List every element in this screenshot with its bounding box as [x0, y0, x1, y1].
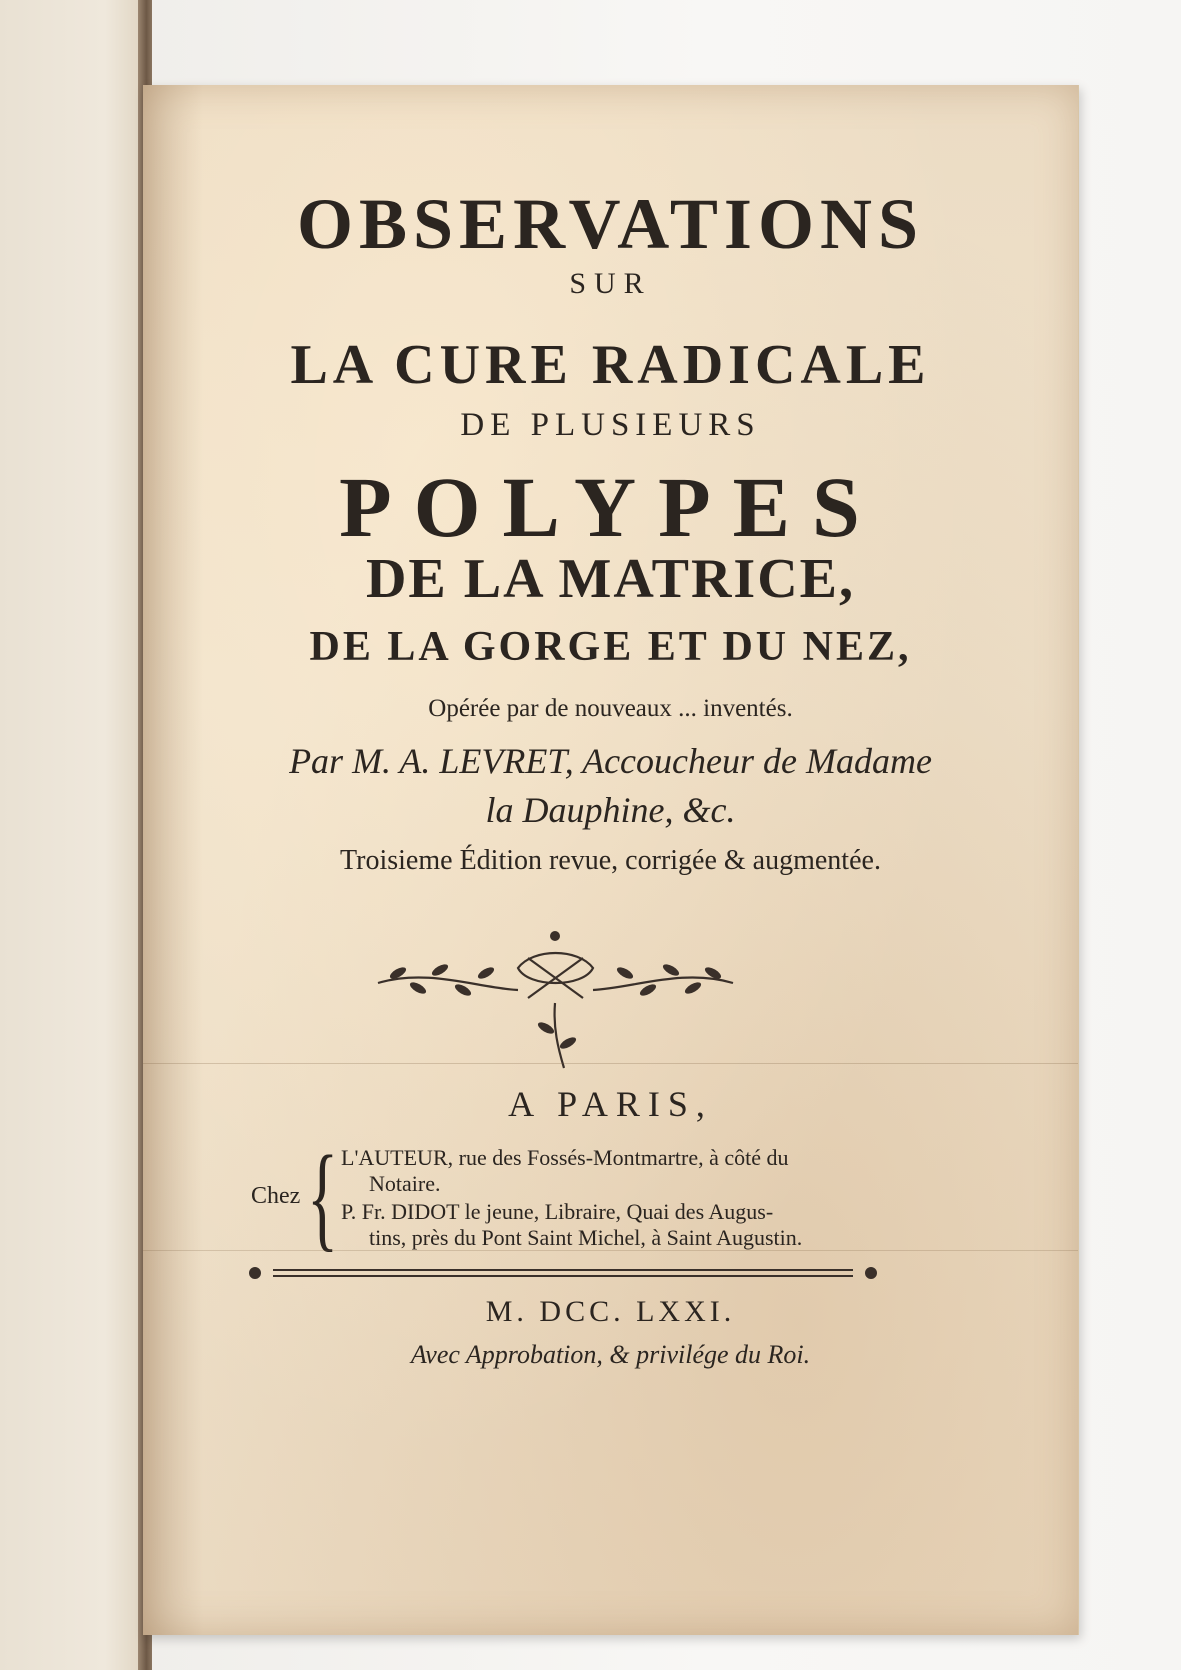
- title-operee: Opérée par de nouveaux ... inventés.: [428, 695, 793, 722]
- left-page: [0, 0, 150, 1670]
- imprint-chez: Chez: [251, 1183, 301, 1209]
- author-line: Par M. A. LEVRET, Accoucheur de Madame: [289, 741, 932, 781]
- title-observations: OBSERVATIONS: [296, 184, 924, 264]
- imprint-line-2: Notaire.: [369, 1171, 441, 1196]
- imprint-block: [251, 1131, 911, 1262]
- title-gorge-nez: DE LA GORGE ET DU NEZ,: [309, 624, 912, 670]
- brace-icon: {: [307, 1131, 339, 1262]
- imprint-line-4: tins, près du Pont Saint Michel, à Saint Augustin.: [369, 1225, 803, 1250]
- title-page: [143, 85, 1079, 1635]
- imprint-line-1: L'AUTEUR, rue des Fossés-Montmartre, à côté du: [341, 1145, 789, 1170]
- imprint-line-3: P. Fr. DIDOT le jeune, Libraire, Quai des Augus-: [341, 1199, 774, 1224]
- page-fold-2: [143, 1250, 1078, 1251]
- privilege-line: Avec Approbation, & privilége du Roi.: [410, 1340, 811, 1369]
- edition-line: Troisieme Édition revue, corrigée & augmentée.: [340, 845, 881, 876]
- title-sur: SUR: [569, 267, 652, 300]
- laurel-trophy-ornament-icon: [368, 928, 743, 1073]
- title-cure-radicale: LA CURE RADICALE: [290, 334, 931, 396]
- author-line-2: la Dauphine, &c.: [485, 790, 736, 830]
- page-fold: [143, 1063, 1078, 1064]
- title-de-plusieurs: DE PLUSIEURS: [460, 407, 761, 443]
- title-de-la-matrice: DE LA MATRICE,: [365, 548, 855, 610]
- decorative-rule-icon: [243, 1265, 883, 1281]
- imprint-city: A PARIS,: [508, 1084, 713, 1124]
- publication-year: M. DCC. LXXI.: [485, 1295, 736, 1328]
- title-polypes: POLYPES: [339, 459, 882, 555]
